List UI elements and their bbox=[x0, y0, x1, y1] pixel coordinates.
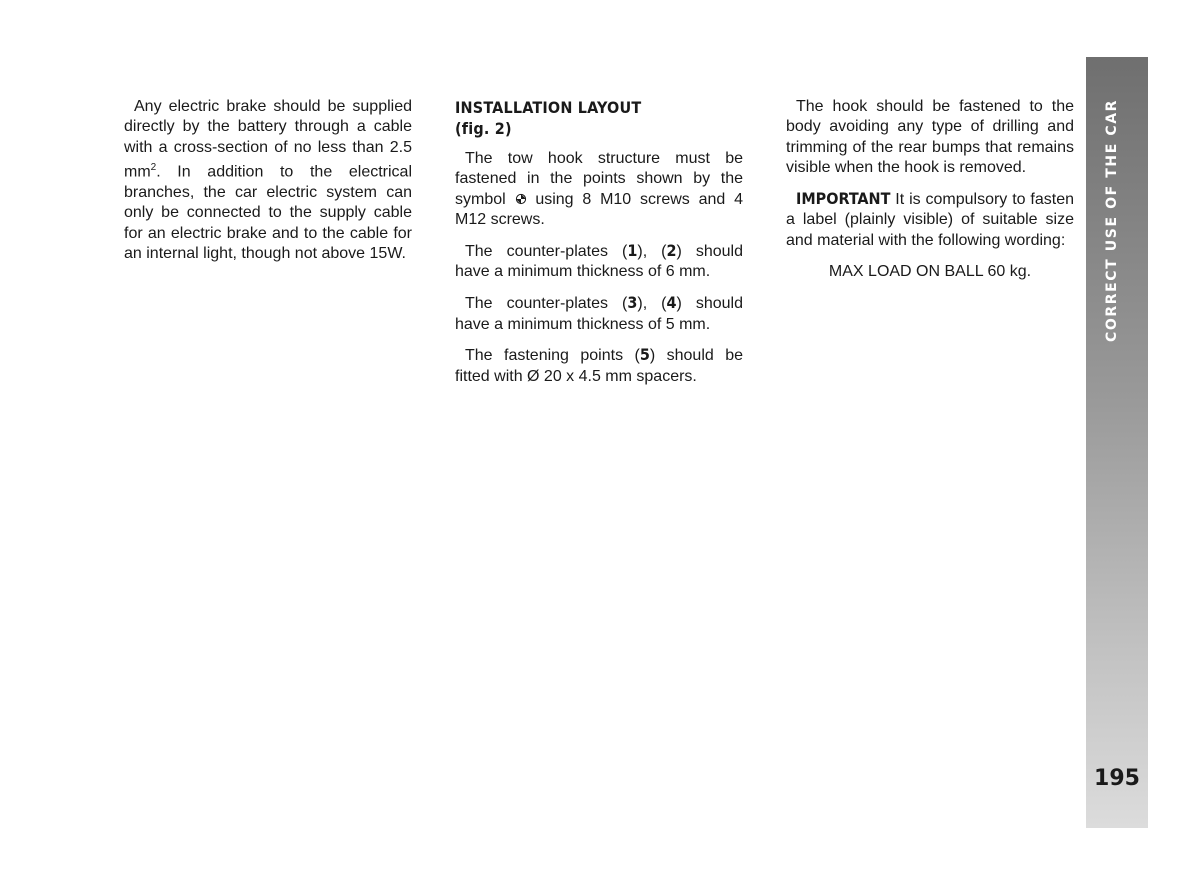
right-column bbox=[786, 97, 1074, 292]
counter-plates-1-2-paragraph bbox=[455, 241, 743, 283]
fastening-points-paragraph bbox=[455, 345, 743, 387]
cp12-text-c: ) should have a minimum thickness of 6 mm. bbox=[455, 243, 743, 281]
ref-number-3: 3 bbox=[627, 293, 638, 313]
cp12-text-b: ), ( bbox=[637, 243, 667, 261]
ref-number-1: 1 bbox=[627, 241, 638, 261]
cp34-text-c: ) should have a minimum thickness of 5 mm. bbox=[455, 295, 743, 333]
fastening-point-symbol-icon bbox=[515, 193, 527, 205]
ref-number-5: 5 bbox=[639, 345, 650, 365]
cp12-text-a: The counter-plates ( bbox=[465, 243, 628, 261]
chapter-title: CORRECT USE OF THE CAR bbox=[1104, 98, 1120, 342]
important-label: IMPORTANT bbox=[796, 189, 891, 209]
page-number: 195 bbox=[1094, 766, 1140, 791]
important-text: It is compulsory to fasten a label (plainly visible) of suitable size and material with the following wording: bbox=[786, 191, 1074, 249]
fp-text-b: ) should be fitted with Ø 20 x 4.5 mm spacers. bbox=[455, 347, 743, 385]
section-heading bbox=[455, 97, 743, 139]
ref-number-4: 4 bbox=[666, 293, 677, 313]
tow-hook-paragraph bbox=[455, 149, 743, 231]
brake-text-a: Any electric brake should be supplied directly by the battery through a cable with a cross-section of no less than 2.5 mm bbox=[124, 98, 412, 181]
ref-number-2: 2 bbox=[666, 241, 677, 261]
heading-line-2: (fig. 2) bbox=[455, 119, 512, 138]
heading-line-1: INSTALLATION LAYOUT bbox=[455, 98, 642, 117]
cp34-text-a: The counter-plates ( bbox=[465, 295, 628, 313]
left-column bbox=[124, 97, 412, 275]
tow-hook-text-a: The tow hook structure must be fastened in the points shown by the symbol bbox=[455, 150, 743, 208]
superscript-2: 2 bbox=[150, 162, 157, 174]
hook-fastening-paragraph: The hook should be fastened to the body avoiding any type of drilling and trimming of the rear bumps that remains visible when the hook is removed. bbox=[786, 98, 1074, 177]
tow-hook-text-b: using 8 M10 screws and 4 M12 screws. bbox=[455, 190, 743, 229]
important-paragraph bbox=[786, 189, 1074, 251]
electric-brake-paragraph bbox=[124, 97, 412, 265]
cp34-text-b: ), ( bbox=[637, 295, 667, 313]
counter-plates-3-4-paragraph bbox=[455, 293, 743, 335]
fp-text-a: The fastening points ( bbox=[465, 347, 640, 365]
brake-text-b: . In addition to the electrical branches, the car electric system can only be connected to the supply cable for an electric brake and to the cable for an internal light, though not above 15W. bbox=[124, 163, 412, 263]
max-load-label: MAX LOAD ON BALL 60 kg. bbox=[828, 262, 1032, 280]
middle-column bbox=[455, 97, 743, 398]
